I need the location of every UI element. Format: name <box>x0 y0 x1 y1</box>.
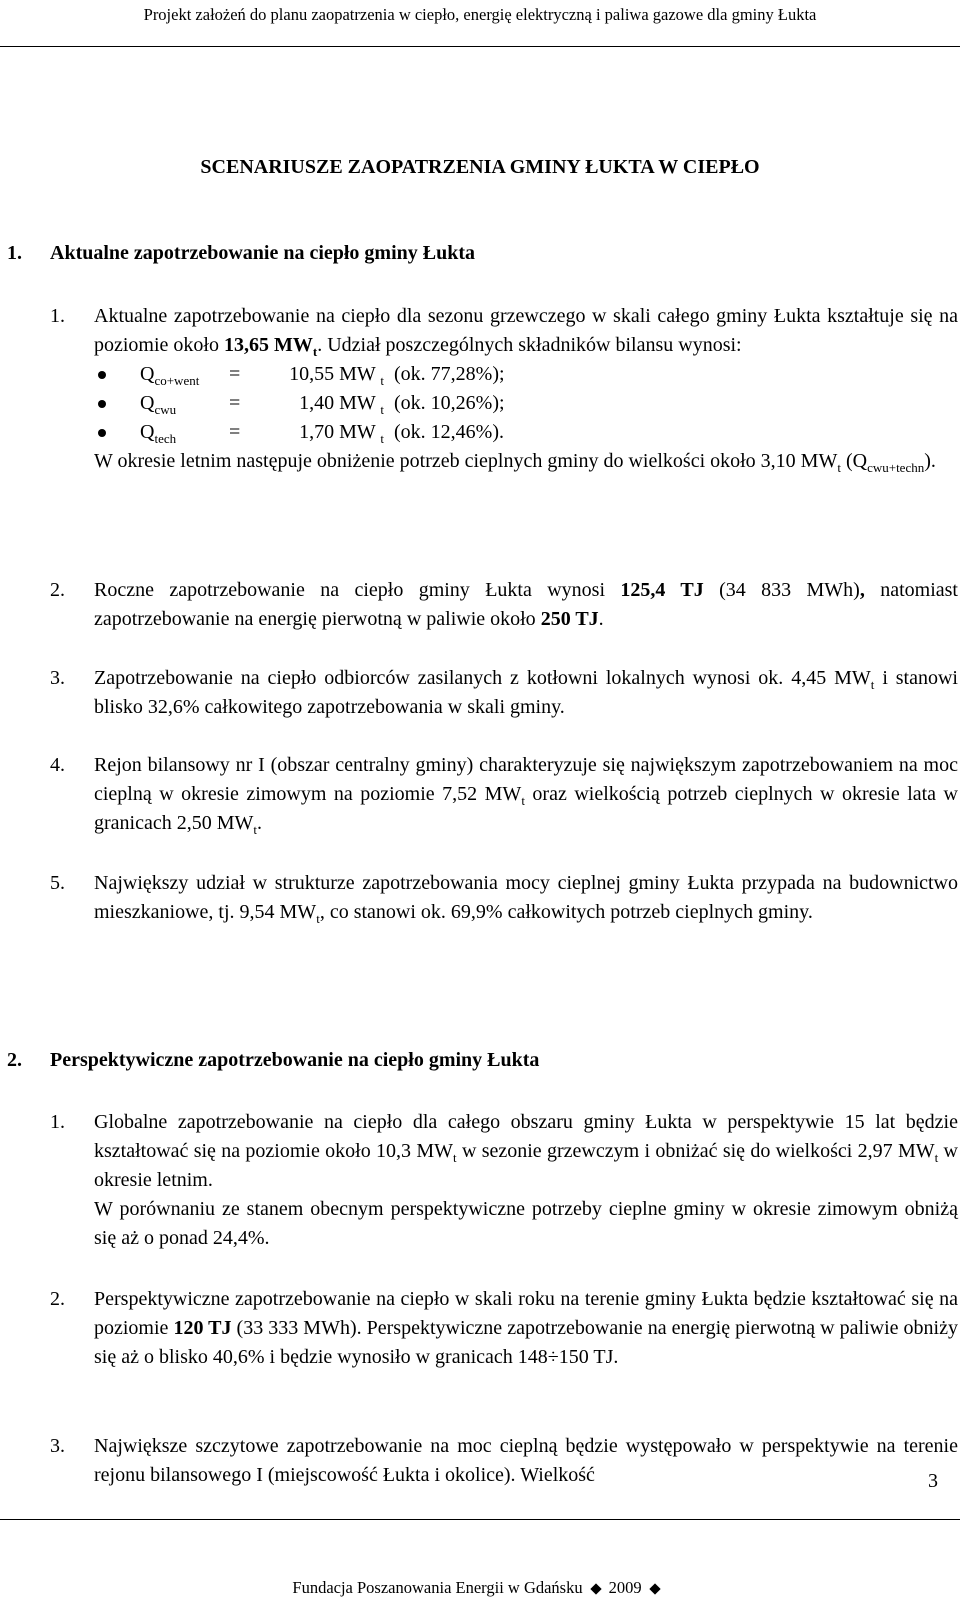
section-1-number: 1. <box>7 242 22 264</box>
balance-components-list <box>94 360 958 447</box>
item-number: 3. <box>50 667 65 689</box>
footer-year: 2009 <box>608 1578 642 1597</box>
footer-org: Fundacja Poszanowania Energii w Gdańsku <box>292 1578 583 1597</box>
paragraph: Roczne zapotrzebowanie na ciepło gminy Łukta wynosi 125,4 TJ (34 833 MWh), natomiast zapotrzebowanie na energię pierwotną w paliwie około 250 TJ. <box>94 579 958 630</box>
paragraph: W porównaniu ze stanem obecnym perspektywiczne potrzeby cieplne gminy w okresie zimowym obniżą się aż o ponad 24,4%. <box>94 1198 958 1249</box>
section-1-title: Aktualne zapotrzebowanie na ciepło gminy Łukta <box>50 242 476 264</box>
bullet-icon <box>98 371 106 379</box>
s1-item-1 <box>50 302 958 476</box>
item-number: 2. <box>50 579 65 601</box>
s2-item-2 <box>50 1285 958 1372</box>
s1-item-4 <box>50 751 958 838</box>
running-header <box>0 0 960 47</box>
s1-item-5 <box>50 869 958 927</box>
footer-rule <box>0 1519 960 1520</box>
section-2-heading <box>7 1047 539 1073</box>
item-number: 1. <box>50 1111 65 1133</box>
diamond-icon <box>649 1583 660 1594</box>
bullet-icon <box>98 429 106 437</box>
bullet-icon <box>98 400 106 408</box>
item-number: 2. <box>50 1288 65 1310</box>
running-title: Projekt założeń do planu zaopatrzenia w ciepło, energię elektryczną i paliwa gazowe dla gminy Łukta <box>143 5 817 24</box>
paragraph: Aktualne zapotrzebowanie na ciepło dla sezonu grzewczego w skali całego gminy Łukta kształtuje się na poziomie około 13,65 $MW_t$. Udział poszczególnych składników bilansu wynosi: <box>94 305 958 359</box>
diamond-icon <box>590 1583 601 1594</box>
paragraph: Największy udział w strukturze zapotrzebowania mocy cieplnej gminy Łukta przypada na budownictwo mieszkaniowe, tj. 9,54 $MW_t$, co stanowi ok. 69,9% całkowitych potrzeb cieplnych gminy. <box>94 872 958 926</box>
item-number: 1. <box>50 305 65 327</box>
s1-item-3 <box>50 664 958 722</box>
list-item: $Q_{tech} = 1,70$ MW $_t$ (ok. 12,46%). <box>94 418 958 447</box>
section-1-heading <box>7 240 475 266</box>
page-title: SCENARIUSZE ZAOPATRZENIA GMINY ŁUKTA W CIEPŁO <box>200 156 760 178</box>
paragraph: Zapotrzebowanie na ciepło odbiorców zasilanych z kotłowni lokalnych wynosi ok. 4,45 $MW_t$ i stanowi blisko 32,6% całkowitego zapotrzebowania w skali gminy. <box>94 667 958 718</box>
paragraph: W okresie letnim następuje obniżenie potrzeb cieplnych gminy do wielkości około 3,10 $MW_t$ $(Q_{cwu+techn})$. <box>94 450 936 475</box>
paragraph: Największe szczytowe zapotrzebowanie na moc cieplną będzie występowało w perspektywie na terenie rejonu bilansowego I (miejscowość Łukta i okolice). Wielkość <box>94 1435 958 1486</box>
item-number: 4. <box>50 754 65 776</box>
list-item: $Q_{co+went} = 10,55$ MW $_t$ (ok. 77,28%); <box>94 360 958 389</box>
s2-item-1 <box>50 1108 958 1253</box>
section-2-title: Perspektywiczne zapotrzebowanie na ciepło gminy Łukta <box>50 1049 540 1071</box>
paragraph: Rejon bilansowy nr I (obszar centralny gminy) charakteryzuje się największym zapotrzebowaniem na moc cieplną w okresie zimowym na poziomie 7,52 $MW_t$ oraz wielkością potrzeb cieplnych w okresie lata w granicach 2,50 $MW_t$. <box>94 754 958 837</box>
page-number: 3 <box>928 1470 938 1492</box>
item-number: 5. <box>50 872 65 894</box>
division-sign: ÷ <box>547 1346 559 1368</box>
item-number: 3. <box>50 1435 65 1457</box>
footer <box>0 1578 960 1598</box>
s1-item-2 <box>50 576 958 634</box>
section-2-number: 2. <box>7 1049 22 1071</box>
paragraph: Perspektywiczne zapotrzebowanie na ciepło w skali roku na terenie gminy Łukta będzie kształtować się na poziomie 120 TJ (33 333 MWh). Perspektywiczne zapotrzebowanie na energię pierwotną w paliwie obniży się aż o blisko 40,6% i będzie wynosiło w granicach 148÷150 TJ. <box>94 1288 958 1368</box>
list-item: $Q_{cwu} = 1,40$ MW $_t$ (ok. 10,26%); <box>94 389 958 418</box>
paragraph: Globalne zapotrzebowanie na ciepło dla całego obszaru gminy Łukta w perspektywie 15 lat będzie kształtować się na poziomie około 10,3 $MW_t$ w sezonie grzewczym i obniżać się do wielkości 2,97 $MW_t$ w okresie letnim. <box>94 1111 959 1191</box>
s2-item-3 <box>50 1432 958 1490</box>
